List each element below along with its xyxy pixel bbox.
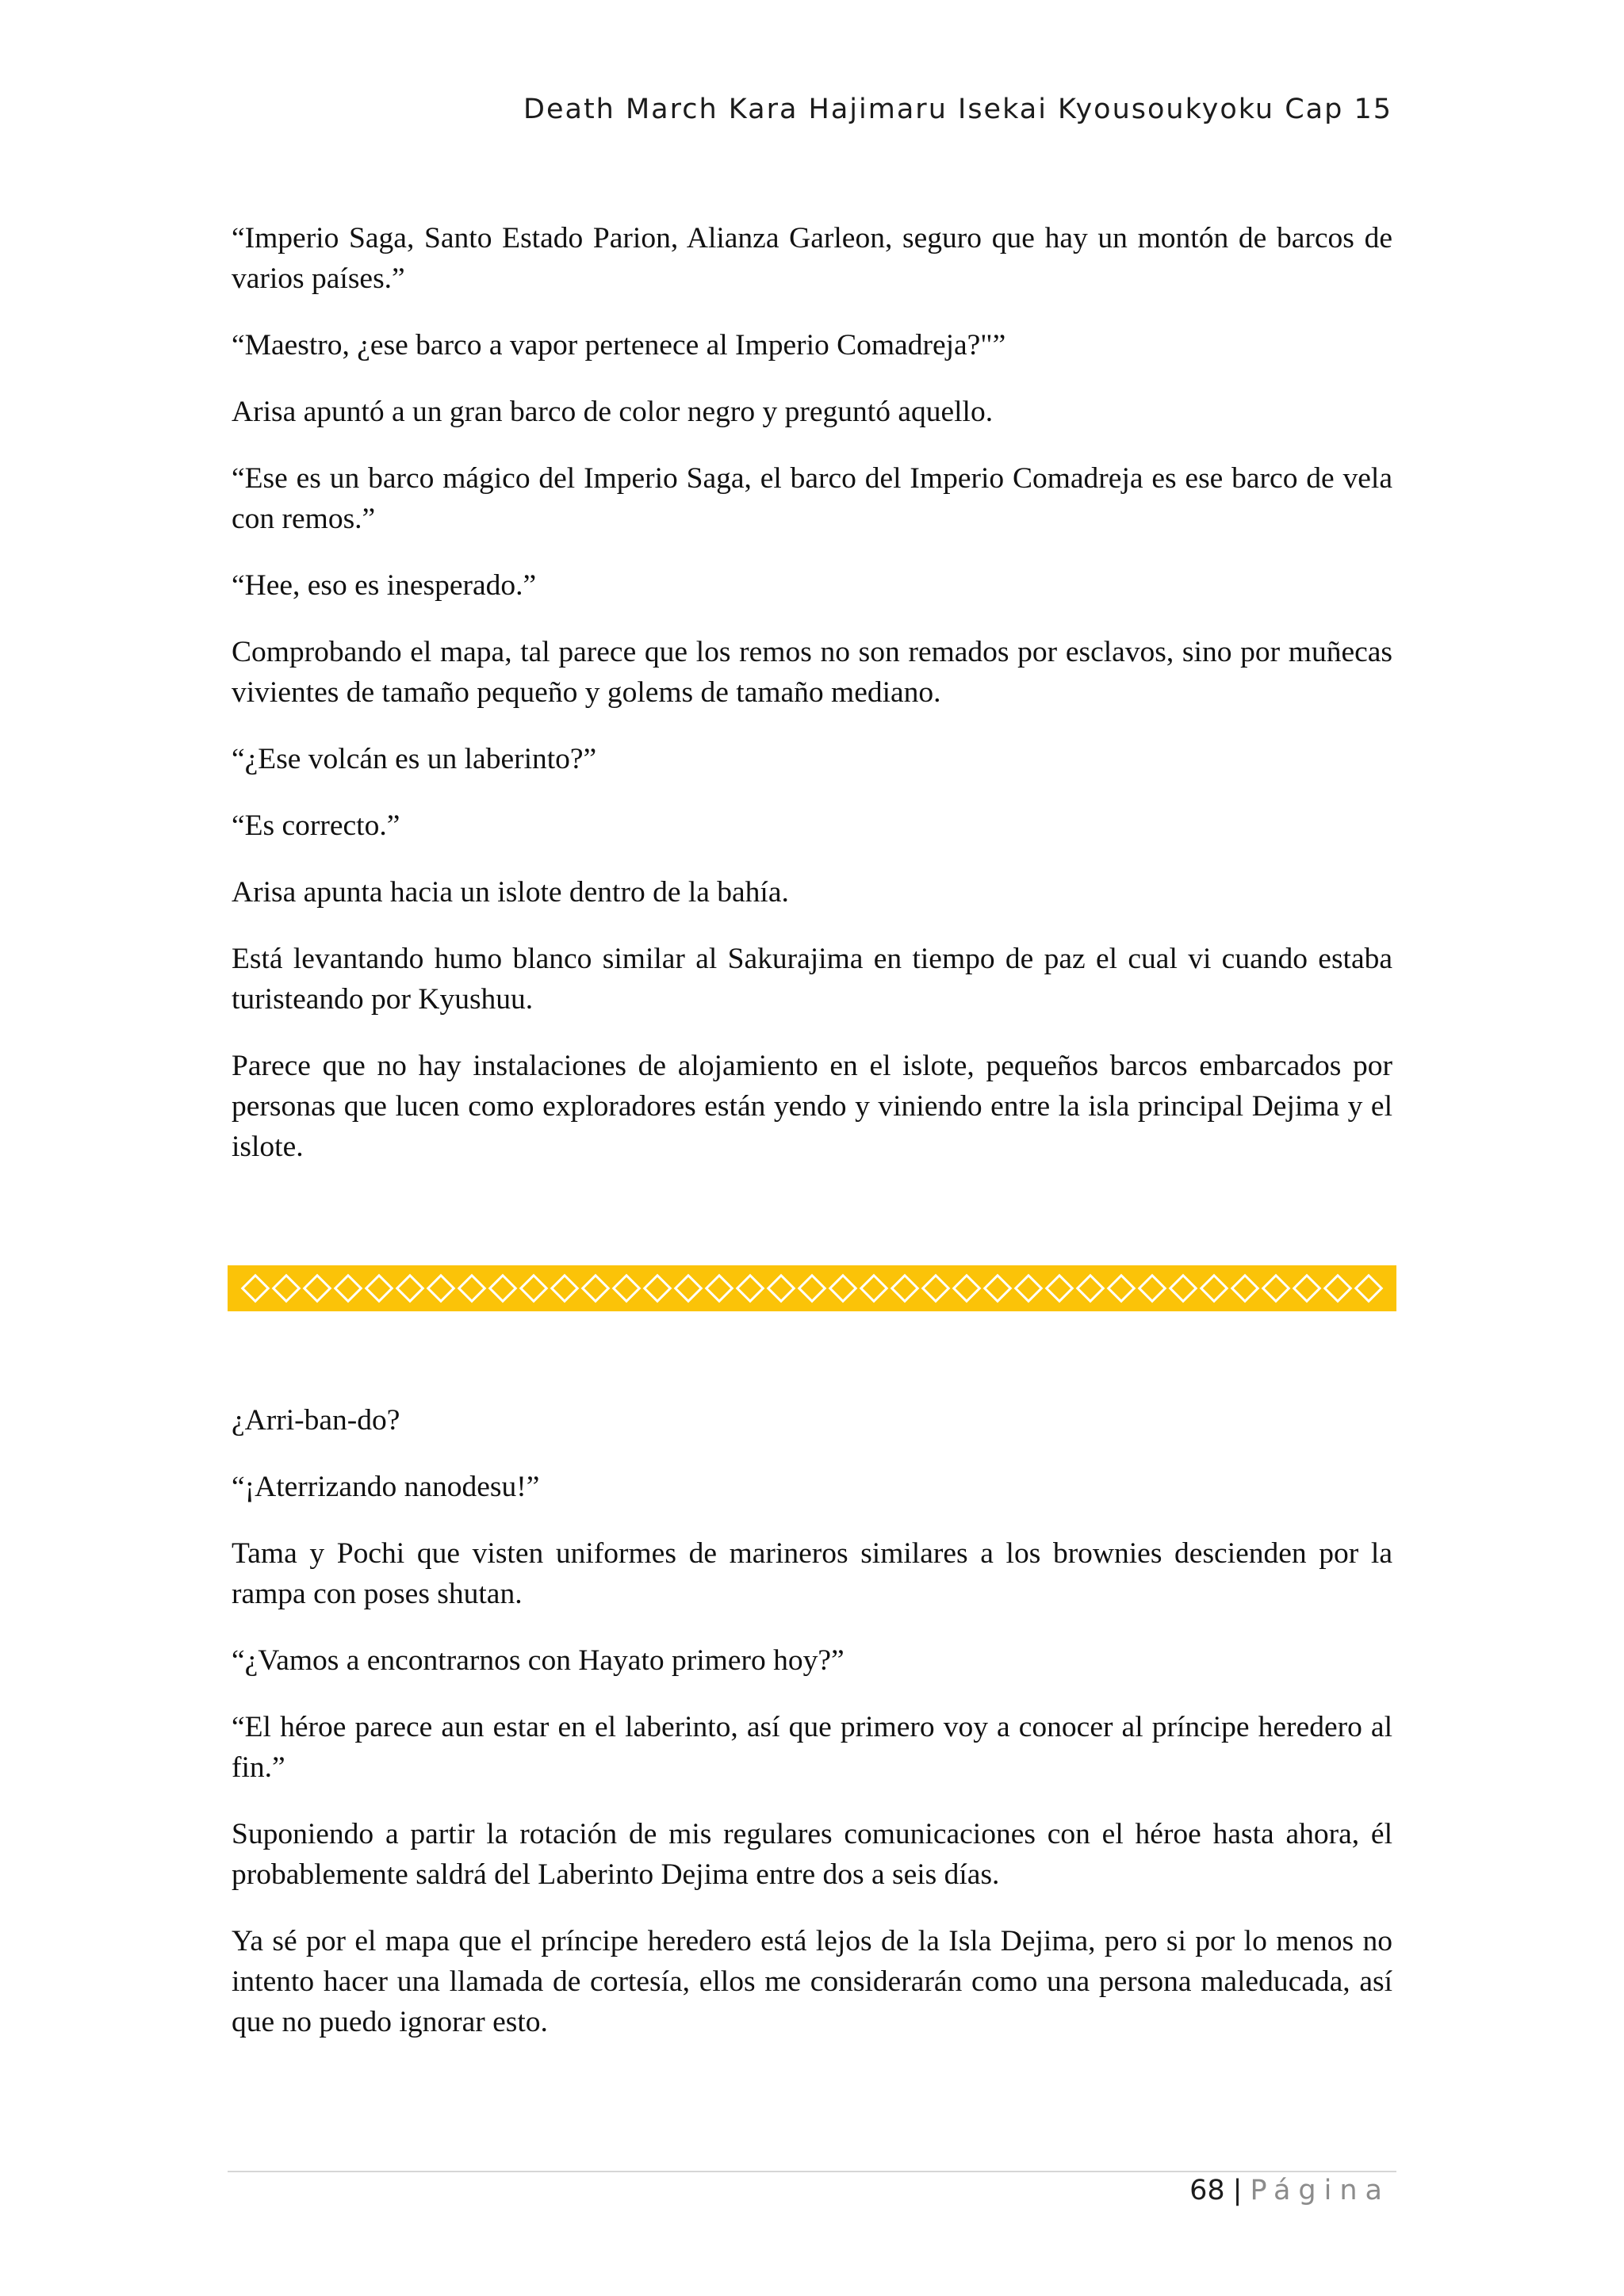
paragraph: ¿Arri-ban-do? bbox=[232, 1404, 400, 1437]
diamond-icon bbox=[1138, 1274, 1167, 1303]
diamond-icon bbox=[396, 1274, 425, 1303]
diamond-icon bbox=[241, 1274, 270, 1303]
diamond-icon bbox=[1293, 1274, 1322, 1303]
scene-break-separator bbox=[228, 1265, 1396, 1311]
diamond-icon bbox=[581, 1274, 611, 1303]
diamond-icon bbox=[1354, 1274, 1384, 1303]
page-number: 68 bbox=[1189, 2175, 1225, 2206]
footer-divider bbox=[228, 2171, 1396, 2172]
diamond-icon bbox=[427, 1274, 456, 1303]
paragraph: “El héroe parece aun estar en el laberinto, así que primero voy a conocer al príncipe heredero al fin.” bbox=[232, 1711, 1392, 1784]
diamond-icon bbox=[829, 1274, 858, 1303]
diamond-icon bbox=[550, 1274, 580, 1303]
diamond-icon bbox=[519, 1274, 549, 1303]
diamond-ornament-row bbox=[242, 1278, 1382, 1299]
footer-separator: | bbox=[1232, 2175, 1243, 2206]
diamond-icon bbox=[458, 1274, 487, 1303]
diamond-icon bbox=[488, 1274, 518, 1303]
diamond-icon bbox=[1200, 1274, 1229, 1303]
diamond-icon bbox=[921, 1274, 951, 1303]
page-label: Página bbox=[1250, 2175, 1390, 2206]
text-section-bottom bbox=[232, 1400, 1392, 2068]
paragraph: “Imperio Saga, Santo Estado Parion, Alianza Garleon, seguro que hay un montón de barcos de varios países.” bbox=[232, 222, 1392, 295]
diamond-icon bbox=[334, 1274, 363, 1303]
paragraph: Arisa apunta hacia un islote dentro de la bahía. bbox=[232, 876, 789, 909]
diamond-icon bbox=[365, 1274, 394, 1303]
diamond-icon bbox=[891, 1274, 920, 1303]
diamond-icon bbox=[736, 1274, 765, 1303]
diamond-icon bbox=[303, 1274, 332, 1303]
diamond-icon bbox=[1045, 1274, 1074, 1303]
diamond-icon bbox=[643, 1274, 672, 1303]
paragraph: Arisa apuntó a un gran barco de color negro y preguntó aquello. bbox=[232, 396, 994, 428]
paragraph: “Es correcto.” bbox=[232, 809, 400, 842]
diamond-icon bbox=[1231, 1274, 1260, 1303]
diamond-icon bbox=[612, 1274, 642, 1303]
text-section-top bbox=[232, 218, 1392, 1193]
diamond-icon bbox=[1169, 1274, 1198, 1303]
diamond-icon bbox=[674, 1274, 703, 1303]
paragraph: Parece que no hay instalaciones de alojamiento en el islote, pequeños barcos embarcados por personas que lucen como exploradores están yendo y viniendo entre la isla principal Dejima y el islote. bbox=[232, 1050, 1392, 1163]
diamond-icon bbox=[272, 1274, 301, 1303]
diamond-icon bbox=[798, 1274, 827, 1303]
diamond-icon bbox=[860, 1274, 889, 1303]
diamond-icon bbox=[767, 1274, 796, 1303]
paragraph: “Maestro, ¿ese barco a vapor pertenece al Imperio Comadreja?"” bbox=[232, 329, 1006, 362]
paragraph: Suponiendo a partir la rotación de mis regulares comunicaciones con el héroe hasta ahora, él probablemente saldrá del Laberinto Dejima entre dos a seis días. bbox=[232, 1818, 1392, 1891]
paragraph: Ya sé por el mapa que el príncipe heredero está lejos de la Isla Dejima, pero si por lo menos no intento hacer una llamada de cortesía, ellos me considerarán como una persona maleducada, así que no puedo ignorar esto. bbox=[232, 1925, 1392, 2038]
diamond-icon bbox=[705, 1274, 734, 1303]
diamond-icon bbox=[1014, 1274, 1044, 1303]
diamond-icon bbox=[983, 1274, 1013, 1303]
page-header: Death March Kara Hajimaru Isekai Kyousoukyoku Cap 15 bbox=[523, 94, 1392, 125]
diamond-icon bbox=[952, 1274, 982, 1303]
diamond-icon bbox=[1076, 1274, 1105, 1303]
paragraph: “¿Vamos a encontrarnos con Hayato primero hoy?” bbox=[232, 1644, 845, 1677]
diamond-icon bbox=[1107, 1274, 1136, 1303]
paragraph: “Ese es un barco mágico del Imperio Saga, el barco del Imperio Comadreja es ese barco de vela con remos.” bbox=[232, 462, 1392, 535]
paragraph: “¿Ese volcán es un laberinto?” bbox=[232, 743, 597, 775]
diamond-icon bbox=[1262, 1274, 1291, 1303]
page-footer bbox=[228, 2175, 1390, 2206]
paragraph: Comprobando el mapa, tal parece que los remos no son remados por esclavos, sino por muñecas vivientes de tamaño pequeño y golems de tamaño mediano. bbox=[232, 636, 1392, 709]
paragraph: Tama y Pochi que visten uniformes de marineros similares a los brownies descienden por la rampa con poses shutan. bbox=[232, 1537, 1392, 1610]
paragraph: Está levantando humo blanco similar al Sakurajima en tiempo de paz el cual vi cuando estaba turisteando por Kyushuu. bbox=[232, 943, 1392, 1016]
paragraph: “Hee, eso es inesperado.” bbox=[232, 569, 537, 602]
paragraph: “¡Aterrizando nanodesu!” bbox=[232, 1471, 540, 1503]
diamond-icon bbox=[1323, 1274, 1353, 1303]
